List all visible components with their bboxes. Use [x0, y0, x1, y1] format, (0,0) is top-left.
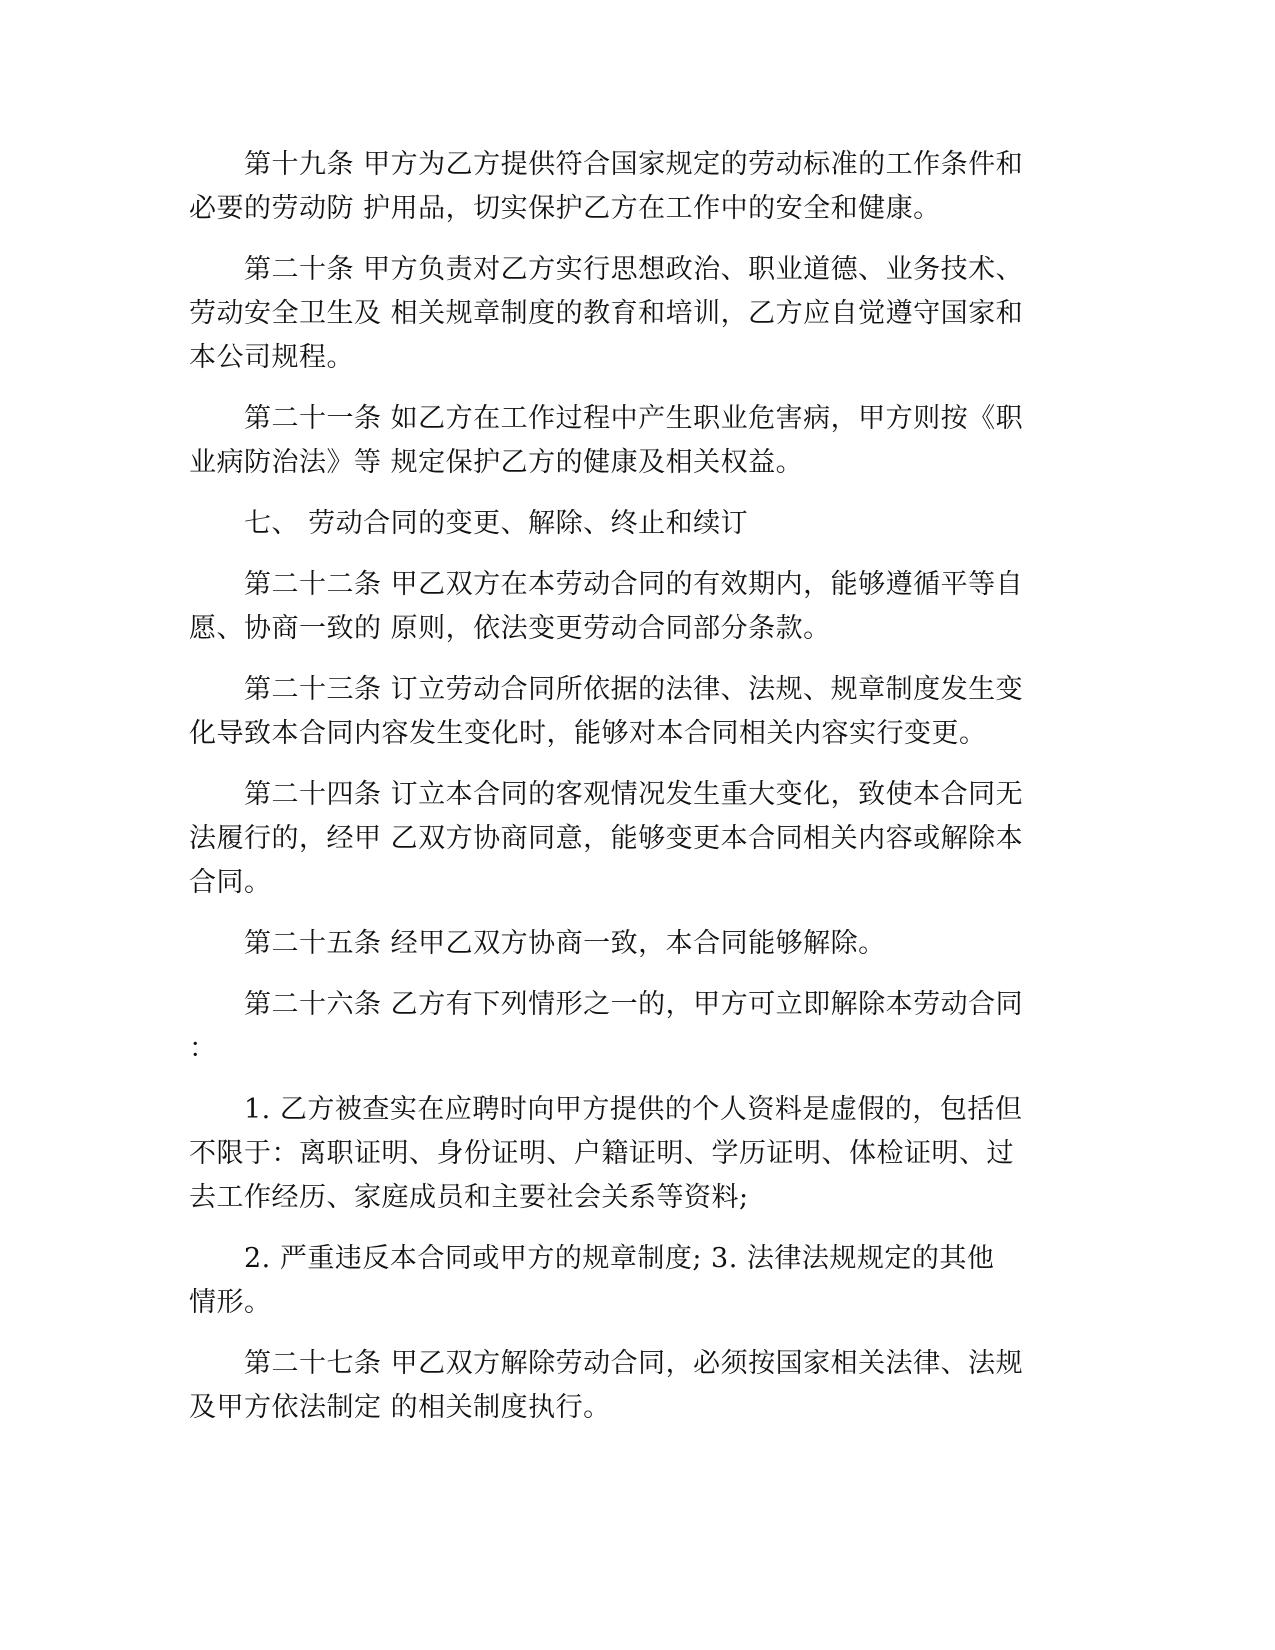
paragraph-article-27 — [189, 1342, 1069, 1430]
text-line: 第十九条 甲方为乙方提供符合国家规定的劳动标准的工作条件和 — [244, 149, 1024, 180]
paragraph-article-26 — [189, 983, 1069, 1071]
text-line: 第二十条 甲方负责对乙方实行思想政治、职业道德、业务技术、 — [244, 254, 1024, 285]
text-line: 情形。 — [189, 1287, 272, 1318]
paragraph-article-21 — [189, 397, 1069, 485]
text-line: 不限于：离职证明、身份证明、户籍证明、学历证明、体检证明、过 — [189, 1138, 1014, 1169]
text-line: 第二十七条 甲乙双方解除劳动合同，必须按国家相关法律、法规 — [244, 1348, 1024, 1379]
paragraph-article-22 — [189, 563, 1069, 651]
paragraph-article-23 — [189, 668, 1069, 756]
text-line: 业病防治法》等 规定保护乙方的健康及相关权益。 — [189, 447, 804, 478]
paragraph-article-20 — [189, 248, 1069, 380]
paragraph-article-25 — [189, 922, 1069, 966]
text-line: 第二十三条 订立劳动合同所依据的法律、法规、规章制度发生变 — [244, 674, 1024, 705]
text-line: 去工作经历、家庭成员和主要社会关系等资料; — [189, 1182, 749, 1213]
text-line: 七、 劳动合同的变更、解除、终止和续订 — [244, 508, 749, 539]
list-item-1 — [189, 1088, 1069, 1220]
text-line: 本公司规程。 — [189, 342, 354, 373]
section-heading-7 — [189, 502, 1069, 546]
paragraph-article-24 — [189, 773, 1069, 905]
text-line: 劳动安全卫生及 相关规章制度的教育和培训，乙方应自觉遵守国家和 — [189, 298, 1024, 329]
text-line: 第二十一条 如乙方在工作过程中产生职业危害病，甲方则按《职 — [244, 403, 1024, 434]
text-line: 2. 严重违反本合同或甲方的规章制度; 3. 法律法规规定的其他 — [244, 1243, 995, 1274]
text-line: 第二十二条 甲乙双方在本劳动合同的有效期内，能够遵循平等自 — [244, 569, 1024, 600]
text-line: 1. 乙方被查实在应聘时向甲方提供的个人资料是虚假的，包括但 — [244, 1094, 1023, 1125]
text-line: 必要的劳动防 护用品，切实保护乙方在工作中的安全和健康。 — [189, 193, 941, 224]
text-line: ： — [189, 1033, 217, 1064]
text-line: 合同。 — [189, 867, 272, 898]
text-line: 第二十五条 经甲乙双方协商一致，本合同能够解除。 — [244, 928, 886, 959]
text-line: 及甲方依法制定 的相关制度执行。 — [189, 1392, 611, 1423]
paragraph-article-19 — [189, 143, 1069, 231]
text-line: 第二十六条 乙方有下列情形之一的，甲方可立即解除本劳动合同 — [244, 989, 1024, 1020]
text-line: 法履行的，经甲 乙双方协商同意，能够变更本合同相关内容或解除本 — [189, 823, 1024, 854]
text-line: 第二十四条 订立本合同的客观情况发生重大变化，致使本合同无 — [244, 779, 1024, 810]
text-line: 愿、协商一致的 原则，依法变更劳动合同部分条款。 — [189, 613, 831, 644]
document-body — [189, 143, 1069, 1447]
text-line: 化导致本合同内容发生变化时，能够对本合同相关内容实行变更。 — [189, 718, 987, 749]
list-item-2-3 — [189, 1237, 1069, 1325]
